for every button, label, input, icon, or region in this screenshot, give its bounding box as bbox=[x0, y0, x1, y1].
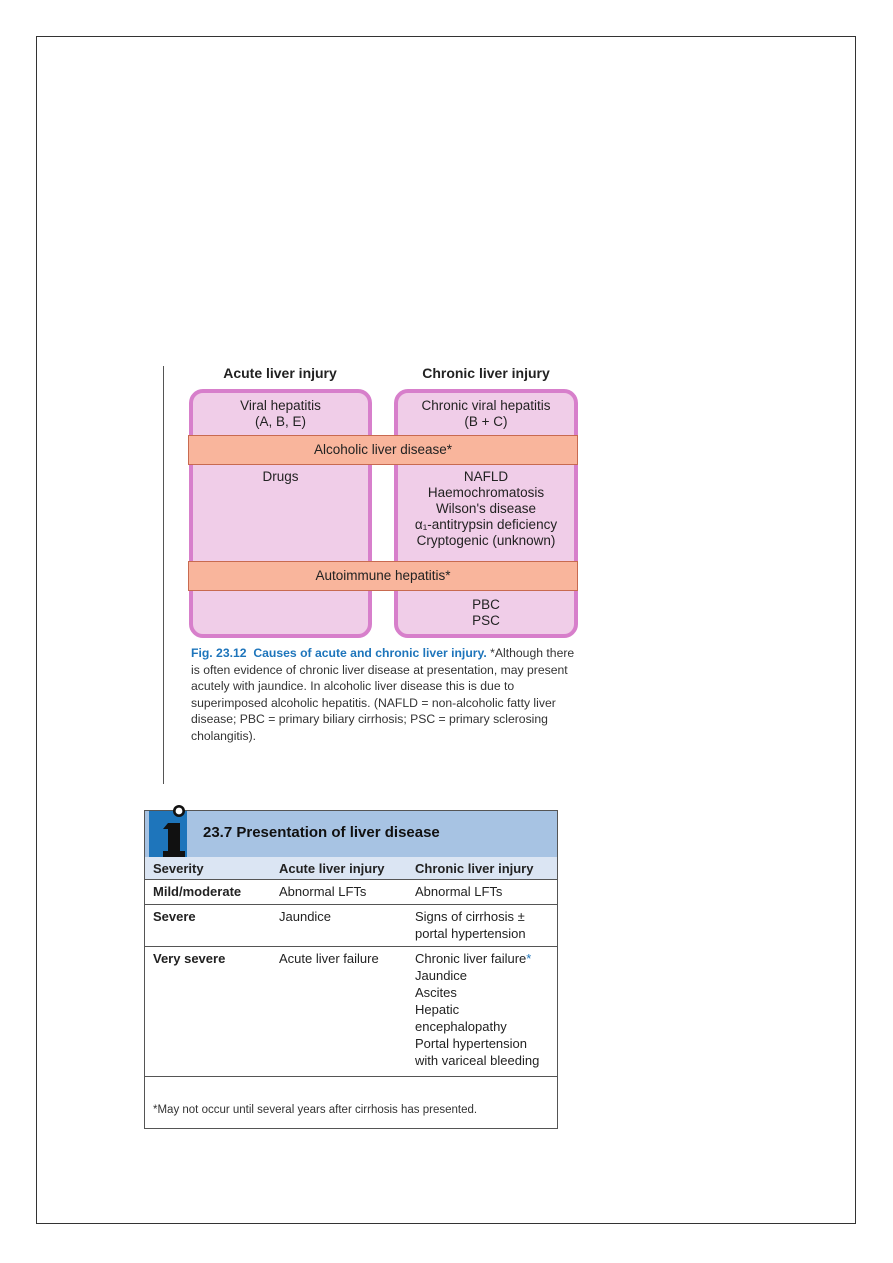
chronic-causes-list bbox=[394, 469, 578, 549]
chronic-cause: NAFLD bbox=[463, 469, 509, 484]
figure-label: Fig. 23.12 bbox=[191, 646, 247, 660]
info-box-presentation bbox=[144, 810, 558, 1129]
acute-header: Acute liver injury bbox=[223, 365, 337, 381]
table-row bbox=[145, 880, 557, 905]
chronic-viral-hepatitis bbox=[394, 398, 578, 430]
column-header: Chronic liver injury bbox=[407, 857, 557, 880]
table-row bbox=[145, 947, 557, 1077]
info-box-header bbox=[145, 811, 557, 857]
chronic-cell bbox=[407, 905, 557, 947]
acute-cell: Abnormal LFTs bbox=[271, 880, 407, 905]
chronic-bottom-list bbox=[394, 597, 578, 629]
info-icon bbox=[149, 803, 187, 857]
footnote-marker: * bbox=[526, 951, 532, 966]
chronic-cause: PSC bbox=[472, 613, 500, 628]
column-header: Acute liver injury bbox=[271, 857, 407, 880]
chronic-line: portal hypertension bbox=[415, 926, 526, 941]
chronic-cell bbox=[407, 947, 557, 1077]
chronic-top-line: (B + C) bbox=[464, 414, 508, 429]
chronic-line: Signs of cirrhosis ± bbox=[415, 909, 525, 924]
acute-top-line: (A, B, E) bbox=[254, 414, 306, 429]
severity-cell: Very severe bbox=[145, 947, 271, 1077]
presentation-table bbox=[145, 857, 557, 1077]
figure-caption bbox=[191, 645, 585, 744]
chronic-line bbox=[415, 950, 549, 967]
acute-cell: Jaundice bbox=[271, 905, 407, 947]
band-autoimmune-hepatitis: Autoimmune hepatitis* bbox=[188, 561, 578, 591]
acute-viral-hepatitis bbox=[189, 398, 372, 430]
acute-cell: Acute liver failure bbox=[271, 947, 407, 1077]
chronic-top-line: Chronic viral hepatitis bbox=[421, 398, 551, 413]
chronic-line: encephalopathy bbox=[415, 1019, 507, 1034]
figure-title: Causes of acute and chronic liver injury. bbox=[253, 646, 487, 660]
margin-rule bbox=[163, 366, 164, 784]
info-box-footnote: *May not occur until several years after cirrhosis has presented. bbox=[153, 1104, 478, 1116]
chronic-cell bbox=[407, 880, 557, 905]
chronic-line: Abnormal LFTs bbox=[415, 884, 503, 899]
table-header-row bbox=[145, 857, 557, 880]
acute-drugs: Drugs bbox=[262, 469, 299, 484]
table-row bbox=[145, 905, 557, 947]
chronic-line: Ascites bbox=[415, 985, 457, 1000]
chronic-line: Jaundice bbox=[415, 968, 468, 983]
caption-text: *Although there is often evidence of chronic liver disease at presentation, may present acutely with jaundice. In alcoholic liver disease this is due to superimposed alcoholic hepatitis. (NAFLD = non-alcoholic fatty liver disease; PBC = primary biliary cirrhosis; PSC = primary sclerosing cholangitis). bbox=[191, 646, 575, 743]
chronic-cause: PBC bbox=[472, 597, 500, 612]
severity-cell: Mild/moderate bbox=[145, 880, 271, 905]
chronic-line: Portal hypertension bbox=[415, 1036, 528, 1051]
band-alcoholic-liver-disease: Alcoholic liver disease* bbox=[188, 435, 578, 465]
chronic-cause: Cryptogenic (unknown) bbox=[416, 533, 556, 548]
chronic-line: Hepatic bbox=[415, 1002, 460, 1017]
chronic-line: with variceal bleeding bbox=[415, 1053, 540, 1068]
acute-top-line: Viral hepatitis bbox=[240, 398, 321, 413]
chronic-cause: Wilson's disease bbox=[435, 501, 537, 516]
chronic-failure-text: Chronic liver failure bbox=[415, 951, 527, 966]
chronic-cause: α₁-antitrypsin deficiency bbox=[414, 517, 558, 532]
chronic-cause: Haemochromatosis bbox=[427, 485, 545, 500]
chronic-header: Chronic liver injury bbox=[422, 365, 550, 381]
column-header: Severity bbox=[145, 857, 271, 880]
info-box-title: 23.7 Presentation of liver disease bbox=[203, 824, 440, 841]
severity-cell: Severe bbox=[145, 905, 271, 947]
